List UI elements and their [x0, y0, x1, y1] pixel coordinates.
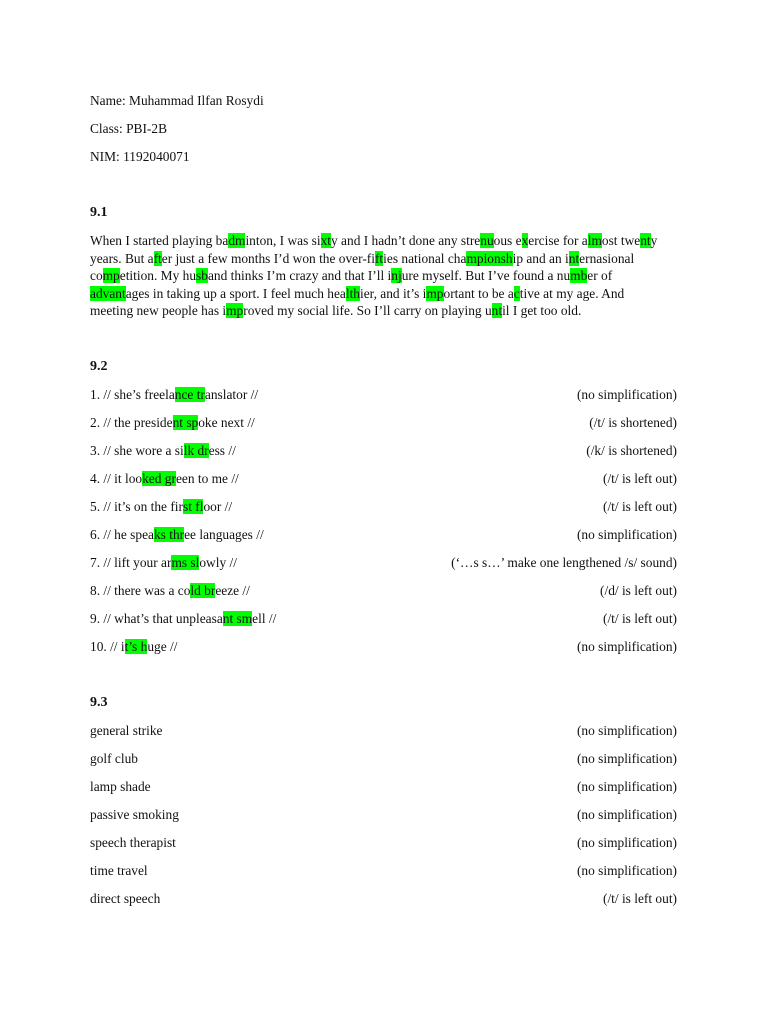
text-segment: er of — [587, 268, 613, 284]
list-item — [90, 387, 677, 403]
highlighted-text: ld br — [190, 583, 216, 598]
highlighted-text: nu — [480, 233, 494, 248]
student-nim: NIM: 1192040071 — [90, 149, 190, 164]
text-segment: ost twe — [601, 233, 641, 248]
text-segment: inton, I was si — [245, 233, 321, 248]
text-segment: ier, and it’s i — [359, 285, 427, 301]
highlighted-text: nt — [115, 285, 126, 301]
highlighted-text: dm — [228, 233, 246, 248]
text-segment: ies national cha — [383, 250, 467, 266]
text-segment: ages in taking up a sport. I feel much hea — [125, 285, 346, 301]
highlighted-text: mpionsh — [466, 250, 513, 266]
highlighted-text: nt — [491, 303, 503, 319]
sentence-text — [90, 471, 239, 487]
paragraph-line — [90, 285, 680, 303]
list-item — [90, 499, 677, 515]
highlighted-text: x — [521, 233, 529, 248]
phrase-text: passive smoking — [90, 807, 179, 822]
highlighted-text: ms sl — [171, 555, 200, 570]
highlighted-text: nt sm — [222, 611, 253, 626]
sentence-text — [90, 387, 258, 403]
simplification-note: (no simplification) — [576, 863, 677, 878]
list-item — [90, 555, 677, 571]
text-segment: 5. // it’s on the fir — [90, 499, 183, 514]
simplification-note: (/t/ is left out) — [602, 499, 677, 514]
sentence-text — [90, 583, 250, 599]
simplification-note: (/k/ is shortened) — [586, 443, 677, 458]
list-item — [90, 639, 677, 655]
highlighted-text: nt — [568, 250, 580, 266]
text-segment: roved my social life. So I’ll carry on playing u — [243, 303, 492, 319]
list-item — [90, 891, 677, 907]
sentence-text — [90, 527, 264, 543]
text-segment: 9. // what’s that unpleasa — [90, 611, 223, 626]
text-segment: 8. // there was a co — [90, 583, 191, 598]
phrase-text: general strike — [90, 723, 163, 738]
student-name: Name: Muhammad Ilfan Rosydi — [90, 93, 264, 108]
simplification-note: (/d/ is left out) — [600, 583, 677, 598]
text-segment: ure myself. But I’ve found a nu — [401, 268, 571, 284]
list-item — [90, 779, 677, 795]
sentence-text — [90, 555, 237, 571]
section-title-9-1: 9.1 — [90, 205, 108, 220]
text-segment: When I started playing ba — [90, 233, 229, 248]
text-segment: il I get too old. — [502, 303, 582, 319]
text-segment: er just a few months I’d won the over-fi — [161, 250, 375, 266]
list-item — [90, 835, 677, 851]
list-item — [90, 611, 677, 627]
highlighted-text: nt — [640, 233, 651, 248]
highlighted-text: nt sp — [172, 415, 199, 430]
simplification-note: (no simplification) — [576, 639, 677, 654]
highlighted-text: lth — [345, 285, 360, 301]
text-segment: owly // — [199, 555, 237, 570]
highlighted-text: nce tr — [174, 387, 205, 402]
highlighted-text: sb — [196, 268, 208, 284]
phrase-text: time travel — [90, 863, 148, 878]
text-segment: ell // — [252, 611, 277, 626]
highlighted-text: ft — [153, 250, 162, 266]
section-title-9-2: 9.2 — [90, 359, 108, 374]
text-segment: ortant to be a — [443, 285, 514, 301]
list-item — [90, 751, 677, 767]
list-item — [90, 807, 677, 823]
highlighted-text: adva — [90, 285, 116, 301]
highlighted-text: mp — [426, 285, 444, 301]
phrase-text: lamp shade — [90, 779, 151, 794]
simplification-note: (no simplification) — [576, 387, 677, 402]
text-segment: and thinks I’m crazy and that I’ll i — [207, 268, 392, 284]
text-segment: 4. // it loo — [90, 471, 143, 486]
text-segment: ip and an i — [512, 250, 569, 266]
sentence-text — [90, 499, 232, 515]
simplification-note: (no simplification) — [576, 807, 677, 822]
section-title-9-3: 9.3 — [90, 695, 108, 710]
text-segment: ee languages // — [184, 527, 264, 542]
paragraph-line — [90, 267, 680, 285]
list-item — [90, 583, 677, 599]
highlighted-text: ked gr — [142, 471, 176, 486]
text-segment: ess // — [208, 443, 236, 458]
text-segment: meeting new people has i — [90, 303, 227, 319]
text-segment: ous e — [493, 233, 522, 248]
highlighted-text: xt — [320, 233, 332, 248]
text-segment: 2. // the preside — [90, 415, 173, 430]
text-segment: anslator // — [204, 387, 259, 402]
text-segment: 3. // she wore a si — [90, 443, 184, 458]
highlighted-text: mp — [102, 268, 120, 284]
highlighted-text: nj — [391, 268, 402, 284]
highlighted-text: mp — [226, 303, 244, 319]
simplification-note: (/t/ is left out) — [602, 471, 677, 486]
simplification-note: (/t/ is shortened) — [589, 415, 677, 430]
text-segment: etition. My hu — [119, 268, 197, 284]
text-segment: oke next // — [198, 415, 255, 430]
sentence-text — [90, 639, 177, 655]
text-segment: 1. // she’s freela — [90, 387, 175, 402]
text-segment: een to me // — [175, 471, 239, 486]
text-segment: ercise for a — [528, 233, 588, 248]
list-item — [90, 471, 677, 487]
phrase-text: golf club — [90, 751, 138, 766]
paragraph-line — [90, 232, 680, 250]
text-segment: y and I hadn’t done any stre — [331, 233, 481, 248]
text-segment: years. But a — [90, 250, 154, 266]
highlighted-text: mb — [570, 268, 588, 284]
text-segment: co — [90, 268, 103, 284]
student-class: Class: PBI-2B — [90, 121, 168, 136]
text-segment: uge // — [147, 639, 178, 654]
simplification-note: (no simplification) — [576, 751, 677, 766]
highlighted-text: lk dr — [183, 443, 209, 458]
sentence-text — [90, 611, 276, 627]
highlighted-text: ft — [374, 250, 384, 266]
text-segment: oor // — [203, 499, 233, 514]
paragraph-line — [90, 302, 680, 320]
text-segment: y — [650, 233, 658, 248]
list-item — [90, 415, 677, 431]
highlighted-text: ks thr — [153, 527, 185, 542]
paragraph-line — [90, 250, 680, 268]
list-item — [90, 723, 677, 739]
simplification-note: (‘…s s…’ make one lengthened /s/ sound) — [451, 555, 677, 570]
simplification-note: (no simplification) — [576, 835, 677, 850]
highlighted-text: lm — [587, 233, 602, 248]
simplification-note: (no simplification) — [576, 779, 677, 794]
sentence-text — [90, 415, 255, 431]
simplification-note: (/t/ is left out) — [602, 891, 677, 906]
text-segment: eeze // — [215, 583, 250, 598]
simplification-note: (/t/ is left out) — [602, 611, 677, 626]
paragraph-9-1 — [90, 232, 680, 320]
text-segment: 6. // he spea — [90, 527, 154, 542]
highlighted-text: t’s h — [124, 639, 148, 654]
simplification-note: (no simplification) — [576, 723, 677, 738]
list-item — [90, 527, 677, 543]
text-segment: 10. // i — [90, 639, 125, 654]
phrase-text: direct speech — [90, 891, 161, 906]
list-item — [90, 443, 677, 459]
sentence-text — [90, 443, 236, 459]
text-segment: tive at my age. And — [519, 285, 625, 301]
text-segment: 7. // lift your ar — [90, 555, 172, 570]
highlighted-text: st fl — [182, 499, 204, 514]
list-item — [90, 863, 677, 879]
highlighted-text: c — [513, 285, 520, 301]
simplification-note: (no simplification) — [576, 527, 677, 542]
text-segment: ernasional — [579, 250, 635, 266]
phrase-text: speech therapist — [90, 835, 176, 850]
